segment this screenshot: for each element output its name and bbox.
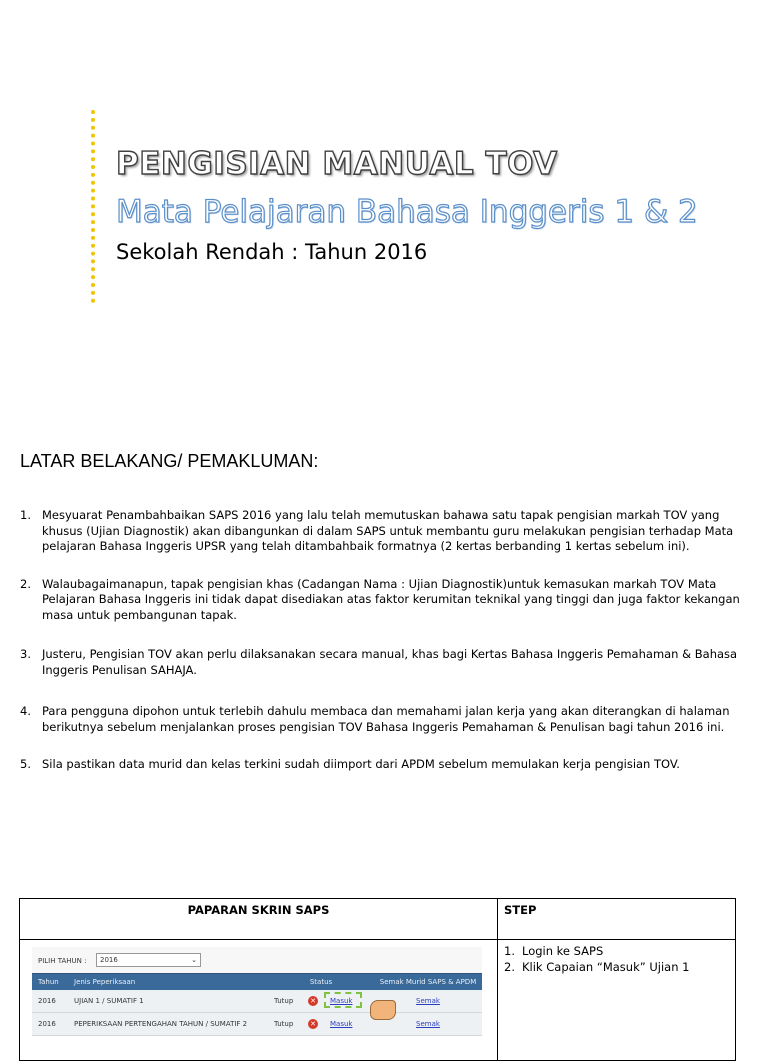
col-check: Semak Murid SAPS & APDM — [379, 978, 477, 986]
list-item-text: Mesyuarat Penambahbaikan SAPS 2016 yang lalu telah memutuskan bahawa satu tapak pengisian markah TOV yang khusus (Ujian Diagnostik) akan dibangunkan di dalam SAPS untuk membantu guru melakukan pengisian terhadap Mata pelajaran Bahasa Inggeris UPSR yang telah ditambahbaik formatnya (2 kertas berbanding 1 kertas sebelum ini). — [42, 508, 734, 553]
saps-table-header — [32, 973, 482, 990]
list-item-number: 2. — [20, 576, 31, 591]
list-item — [20, 757, 750, 773]
close-circle-icon: ✕ — [308, 996, 318, 1006]
section-heading: LATAR BELAKANG/ PEMAKLUMAN: — [20, 451, 319, 471]
screen-cell — [20, 940, 498, 1061]
list-item — [20, 577, 750, 624]
list-item-text: Sila pastikan data murid dan kelas terkini sudah diimport dari APDM sebelum memulakan kerja pengisian TOV. — [42, 757, 680, 771]
row-exam: PEPERIKSAAN PERTENGAHAN TAHUN / SUMATIF 2 — [74, 1020, 248, 1028]
step-list — [498, 943, 735, 975]
row-status-cell — [268, 1013, 368, 1035]
row-year: 2016 — [38, 1020, 56, 1028]
masuk-link[interactable]: Masuk — [330, 1020, 353, 1028]
step-cell — [498, 940, 736, 1061]
col-status: Status — [309, 978, 333, 986]
list-item-text: Justeru, Pengisian TOV akan perlu dilaksanakan secara manual, khas bagi Kertas Bahasa Inggeris Pemahaman & Bahasa Inggeris Penulisan SAHAJA. — [42, 647, 738, 677]
col-year: Tahun — [38, 978, 59, 986]
list-item — [504, 943, 735, 959]
step-number: 1. — [504, 944, 515, 958]
col-exam: Jenis Peperiksaan — [74, 978, 136, 986]
row-status: Tutup — [274, 1020, 294, 1028]
row-year: 2016 — [38, 997, 56, 1005]
list-item — [504, 959, 735, 975]
saps-screenshot — [32, 947, 482, 1036]
table-header-screen: PAPARAN SKRIN SAPS — [20, 899, 498, 940]
steps-table — [19, 898, 736, 1061]
step-number: 2. — [504, 960, 515, 974]
hand-pointer-icon — [370, 1000, 396, 1020]
row-status: Tutup — [274, 997, 294, 1005]
year-select-value: 2016 — [100, 956, 118, 964]
semak-link[interactable]: Semak — [416, 1020, 440, 1028]
list-item — [20, 647, 750, 678]
background-points-list — [20, 508, 750, 773]
table-row — [32, 990, 482, 1013]
step-text: Login ke SAPS — [522, 944, 604, 958]
table-row — [32, 1013, 482, 1036]
school-year-line: Sekolah Rendah : Tahun 2016 — [116, 240, 428, 264]
close-circle-icon: ✕ — [308, 1019, 318, 1029]
list-item — [20, 704, 750, 735]
step-text: Klik Capaian “Masuk” Ujian 1 — [522, 960, 690, 974]
saps-filter-bar — [32, 947, 482, 973]
masuk-link[interactable]: Masuk — [330, 997, 353, 1005]
table-header-row — [20, 899, 736, 940]
chevron-down-icon: ⌄ — [191, 956, 197, 964]
page-title: PENGISIAN MANUAL TOV — [116, 146, 558, 182]
row-status-cell — [268, 990, 368, 1012]
table-header-step: STEP — [498, 899, 736, 940]
list-item — [20, 508, 750, 555]
page-subtitle: Mata Pelajaran Bahasa Inggeris 1 & 2 — [116, 194, 698, 230]
year-select[interactable] — [96, 953, 201, 967]
list-item-number: 5. — [20, 757, 31, 771]
list-item-number: 1. — [20, 508, 31, 522]
list-item-text: Para pengguna dipohon untuk terlebih dahulu membaca dan memahami jalan kerja yang akan diterangkan di halaman berikutnya sebelum menjalankan proses pengisian TOV Bahasa Inggeris Pemahaman & Penulisan bagi tahun 2016 ini. — [42, 704, 730, 734]
row-exam: UJIAN 1 / SUMATIF 1 — [74, 997, 144, 1005]
title-accent-bar — [91, 110, 95, 303]
year-filter-label: PILIH TAHUN : — [38, 957, 87, 965]
semak-link[interactable]: Semak — [416, 997, 440, 1005]
list-item-number: 3. — [20, 647, 31, 661]
list-item-text: Walaubagaimanapun, tapak pengisian khas (Cadangan Nama : Ujian Diagnostik)untuk kemasukan markah TOV Mata Pelajaran Bahasa Inggeris ini tidak dapat disediakan atas faktor kerumitan teknikal yang tinggi dan juga faktor kekangan masa untuk pembangunan tapak. — [42, 576, 740, 622]
list-item-number: 4. — [20, 704, 31, 718]
